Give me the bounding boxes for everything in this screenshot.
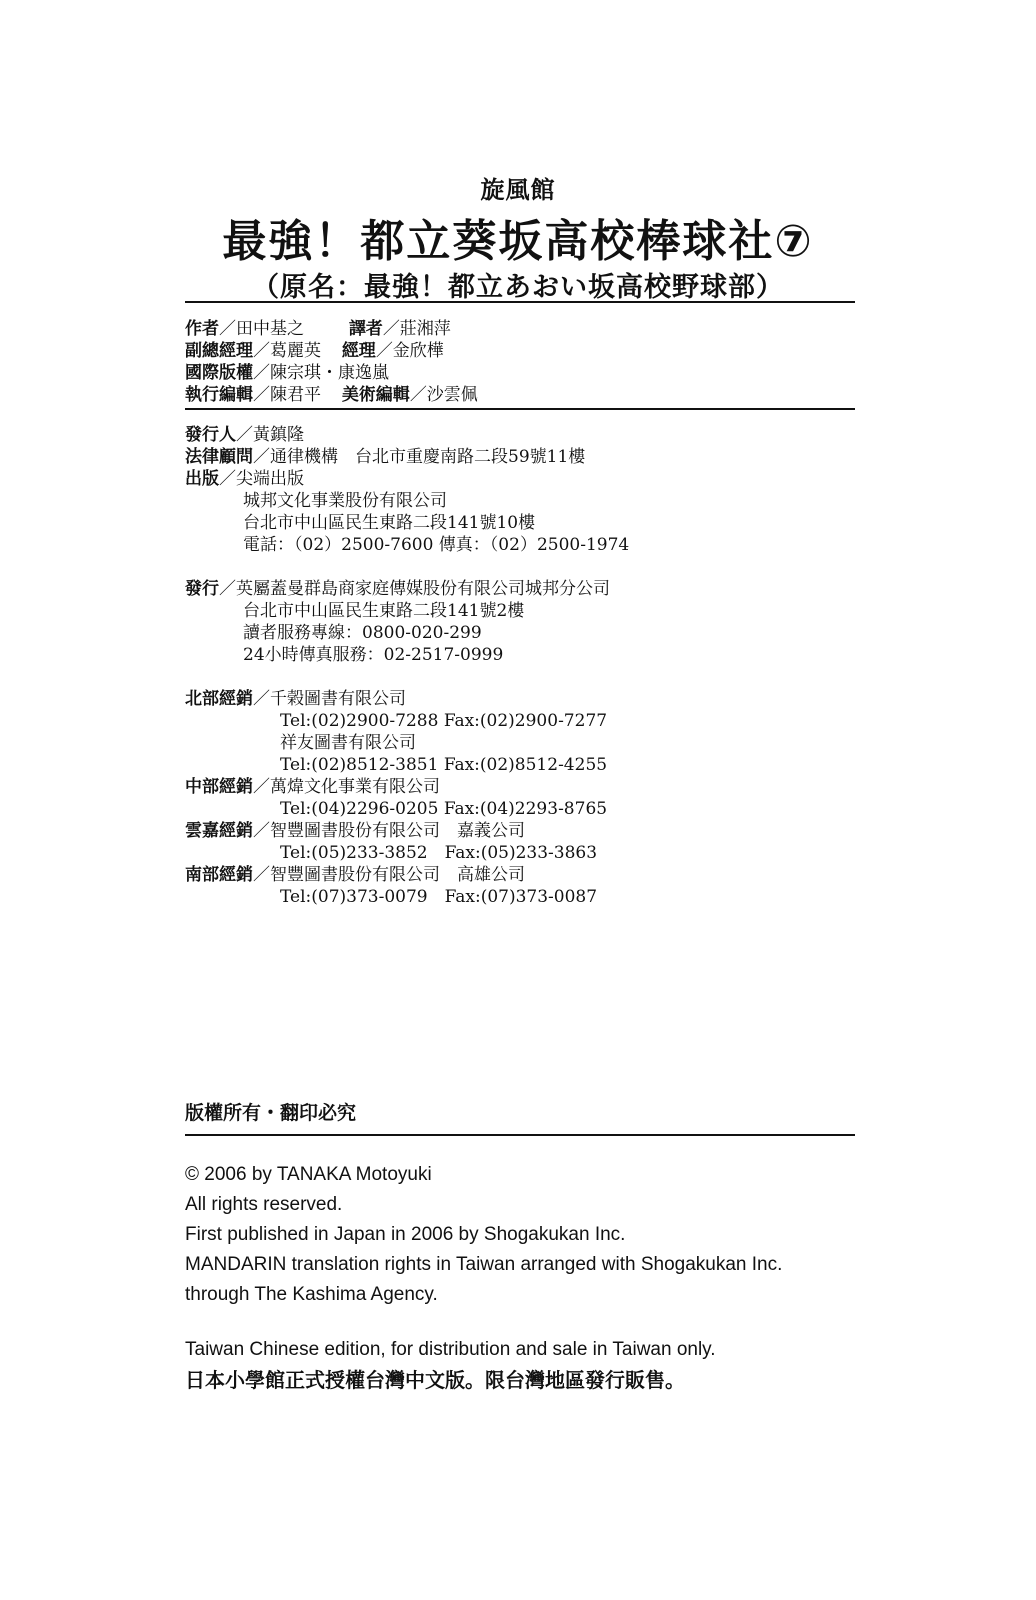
authorization-line: 日本小學館正式授權台灣中文版。限台灣地區發行販售。 (185, 1368, 685, 1392)
press-address: 台北市中山區民生東路二段141號10樓 (243, 513, 536, 533)
rights-heading: 版權所有・翻印必究 (185, 1102, 357, 1124)
north-distributor: 北部經銷／千榖圖書有限公司 (185, 689, 406, 709)
south-contact: Tel:(07)373-0079 Fax:(07)373-0087 (280, 887, 598, 907)
north-second-contact: Tel:(02)8512-3851 Fax:(02)8512-4255 (280, 755, 608, 775)
edition-line: Taiwan Chinese edition, for distribution and sale in Taiwan only. (185, 1339, 716, 1360)
press-company: 城邦文化事業股份有限公司 (243, 491, 447, 511)
credit-row: 副總經理／葛麗英 經理／金欣樺 (185, 341, 444, 361)
yunjia-distributor: 雲嘉經銷／智豐圖書股份有限公司 嘉義公司 (185, 821, 525, 841)
dist-service-line: 讀者服務專線：0800-020-299 (243, 623, 482, 643)
credit-row: 作者／田中基之 譯者／莊湘萍 (185, 319, 451, 339)
press-line: 出版／尖端出版 (185, 469, 304, 489)
divider-top (185, 301, 855, 303)
publisher-imprint: 旋風館 (480, 176, 556, 204)
legal-line: 法律顧問／通律機構 台北市重慶南路二段59號11樓 (185, 447, 586, 467)
dist-line: 發行／英屬蓋曼群島商家庭傳媒股份有限公司城邦分公司 (185, 579, 610, 599)
central-contact: Tel:(04)2296-0205 Fax:(04)2293-8765 (280, 799, 608, 819)
original-title: （原名：最強！都立あおい坂高校野球部） (252, 272, 784, 303)
copyright-notice (185, 1160, 782, 1310)
south-distributor: 南部經銷／智豐圖書股份有限公司 高雄公司 (185, 865, 525, 885)
regional-distributors (185, 688, 607, 908)
credit-row: 國際版權／陳宗琪・康逸嵐 (185, 363, 389, 383)
edition-notice (185, 1335, 716, 1395)
issuer-line: 發行人／黃鎮隆 (185, 425, 304, 445)
book-title: 最強！都立葵坂高校棒球社⑦ (222, 216, 814, 267)
copyright-line: © 2006 by TANAKA Motoyuki (185, 1164, 432, 1185)
copyright-line: MANDARIN translation rights in Taiwan arranged with Shogakukan Inc. (185, 1254, 783, 1275)
dist-fax-line: 24小時傳真服務：02-2517-0999 (243, 645, 504, 665)
north-second-company: 祥友圖書有限公司 (280, 733, 416, 753)
press-phone: 電話：（02）2500-7600 傳真：（02）2500-1974 (243, 535, 630, 555)
staff-credits (185, 318, 478, 406)
dist-address: 台北市中山區民生東路二段141號2樓 (243, 601, 525, 621)
yunjia-contact: Tel:(05)233-3852 Fax:(05)233-3863 (280, 843, 598, 863)
copyright-line: through The Kashima Agency. (185, 1284, 438, 1305)
divider-bottom (185, 1134, 855, 1136)
copyright-line: All rights reserved. (185, 1194, 343, 1215)
divider-middle (185, 408, 855, 410)
publishing-info (185, 424, 629, 556)
distribution-info (185, 578, 610, 666)
credit-row: 執行編輯／陳君平 美術編輯／沙雲佩 (185, 385, 478, 405)
north-contact: Tel:(02)2900-7288 Fax:(02)2900-7277 (280, 711, 608, 731)
copyright-line: First published in Japan in 2006 by Shogakukan Inc. (185, 1224, 626, 1245)
central-distributor: 中部經銷／萬煒文化事業有限公司 (185, 777, 440, 797)
